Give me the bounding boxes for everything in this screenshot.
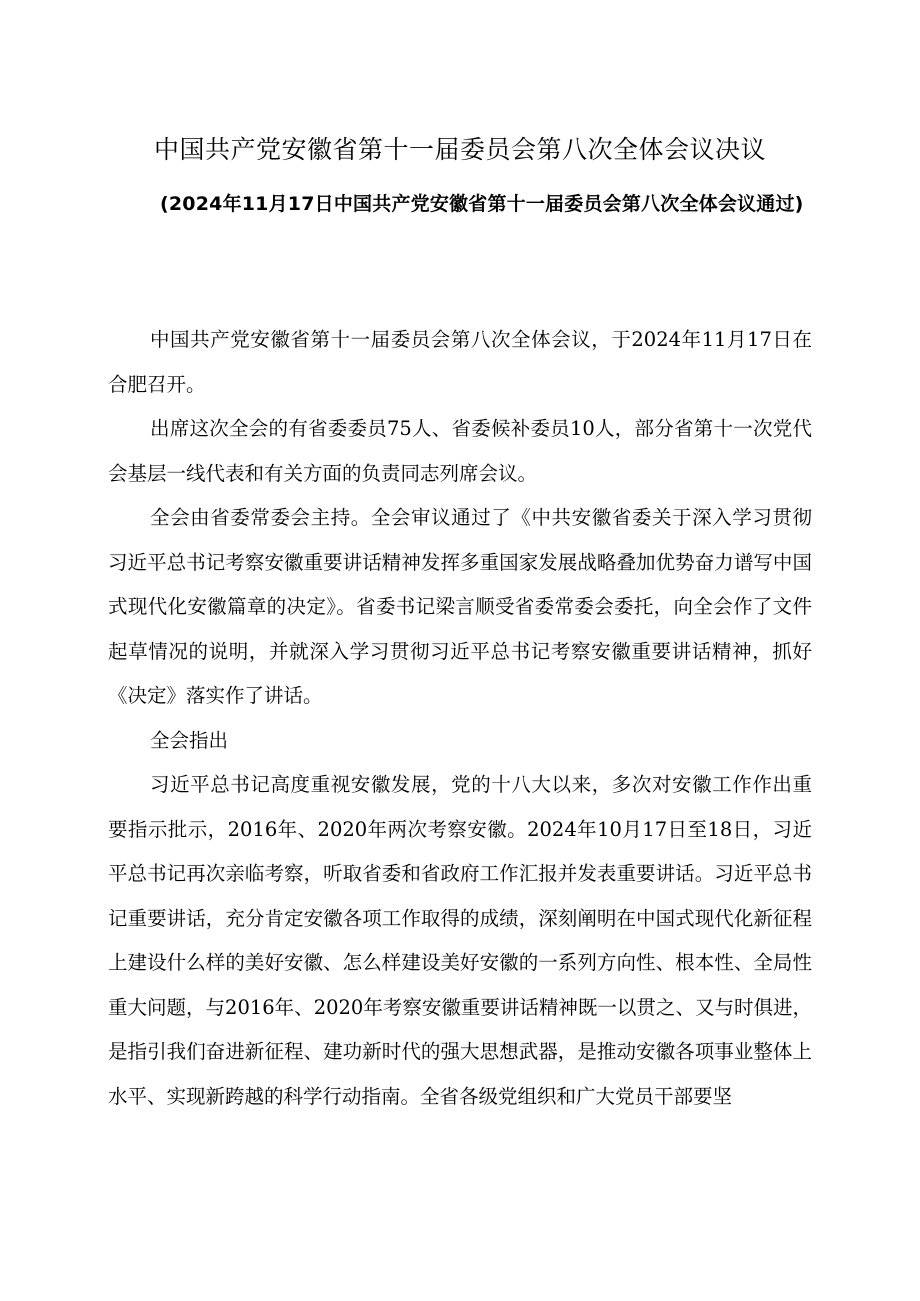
document-body	[108, 318, 812, 1119]
paragraph-opening: 中国共产党安徽省第十一届委员会第八次全体会议，于2024年11月17日在合肥召开。	[108, 328, 812, 396]
paragraph-deliberation: 全会由省委常委会主持。全会审议通过了《中共安徽省委关于深入学习贯彻习近平总书记考察安徽重要讲话精神发挥多重国家发展战略叠加优势奋力谱写中国式现代化安徽篇章的决定》。省委书记梁言顺受省委常委会委托，向全会作了文件起草情况的说明，并就深入学习贯彻习近平总书记考察安徽重要讲话精神，抓好《决定》落实作了讲话。	[108, 506, 812, 707]
document-subtitle: (2024年11月17日中国共产党安徽省第十一届委员会第八次全体会议通过)	[160, 193, 804, 215]
paragraph-attendance: 出席这次全会的有省委委员75人、省委候补委员10人，部分省第十一次党代会基层一线代表和有关方面的负责同志列席会议。	[108, 417, 812, 485]
paragraph-heading-points: 全会指出	[150, 728, 229, 752]
document-title: 中国共产党安徽省第十一届委员会第八次全体会议决议	[153, 135, 766, 164]
paragraph-main: 习近平总书记高度重视安徽发展，党的十八大以来，多次对安徽工作作出重要指示批示，2016年、2020年两次考察安徽。2024年10月17日至18日，习近平总书记再次亲临考察，听取省委和省政府工作汇报并发表重要讲话。习近平总书记重要讲话，充分肯定安徽各项工作取得的成绩，深刻阐明在中国式现代化新征程上建设什么样的美好安徽、怎么样建设美好安徽的一系列方向性、根本性、全局性重大问题，与2016年、2020年考察安徽重要讲话精神既一以贯之、又与时俱进，是指引我们奋进新征程、建功新时代的强大思想武器，是推动安徽各项事业整体上水平、实现新跨越的科学行动指南。全省各级党组织和广大党员干部要坚	[108, 773, 812, 1108]
